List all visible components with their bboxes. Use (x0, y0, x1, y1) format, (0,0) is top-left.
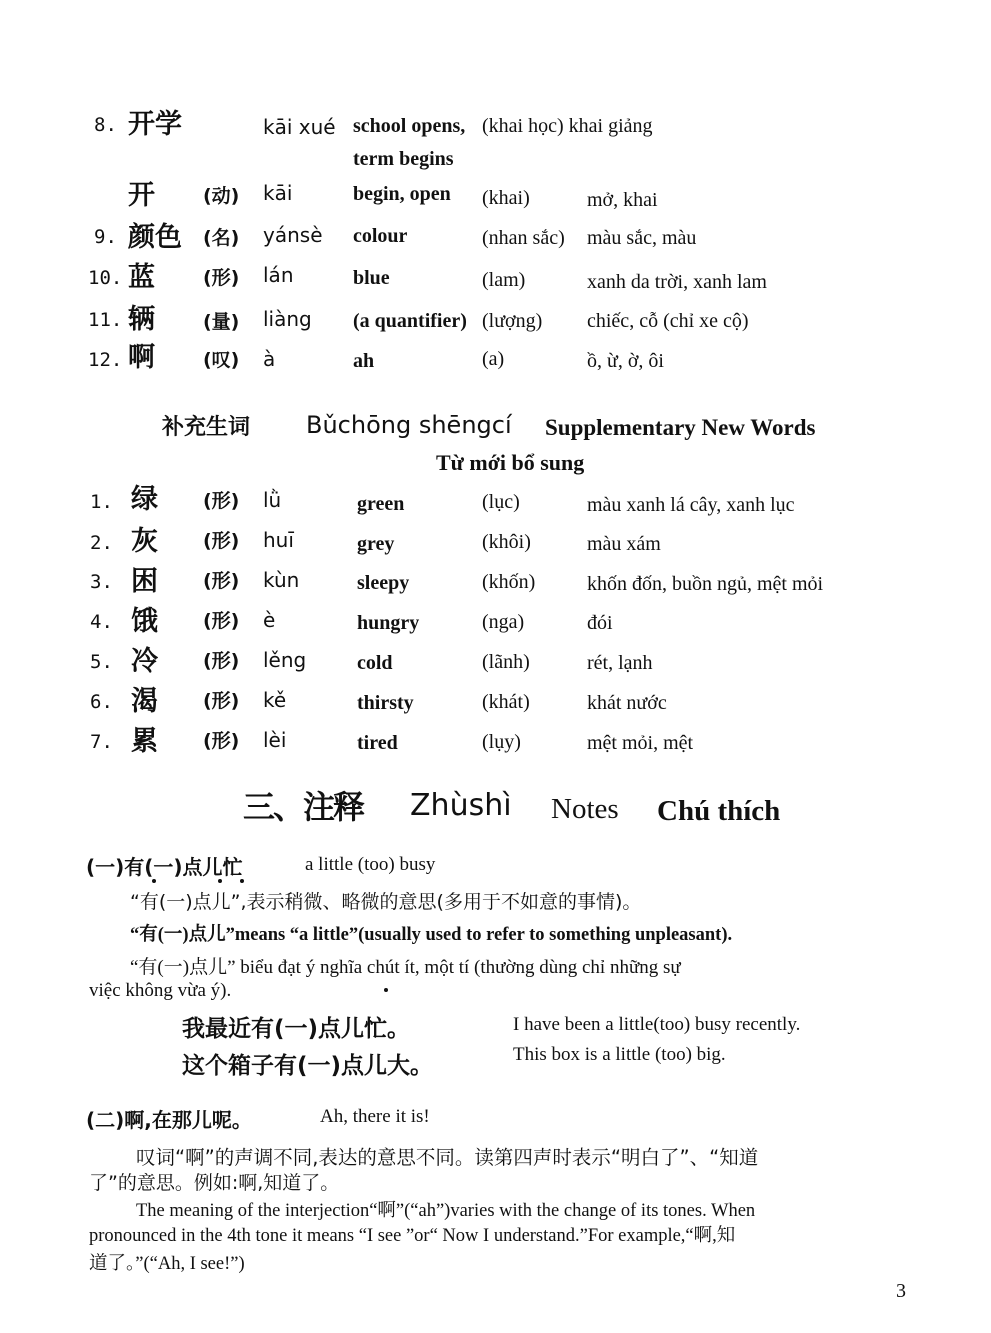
vocab-number: 11. (88, 309, 123, 331)
vocab-row-11 (0, 299, 991, 335)
vocab-hanzi: 渴 (131, 686, 158, 717)
vocab-pinyin: è (263, 608, 276, 632)
note1-explanation-chinese: “有(一)点儿”,表示稍微、略微的意思(多用于不如意的事情)。 (130, 891, 642, 913)
vocab-hanzi: 开学 (128, 109, 182, 140)
vocab-pos: (名) (203, 227, 240, 249)
vocab-pinyin: kě (263, 688, 287, 712)
vocab-english: school opens, (353, 115, 466, 137)
supplementary-row-4 (0, 603, 991, 639)
note2-title-english: Ah, there it is! (320, 1106, 430, 1127)
supplementary-row-6 (0, 683, 991, 719)
vocab-number: 7. (90, 731, 113, 753)
note1-example1-chinese: 我最近有(一)点儿忙。 (182, 1016, 411, 1042)
note2-title-chinese: (二)啊,在那儿呢。 (86, 1108, 252, 1132)
vocab-pos: (形) (203, 650, 240, 672)
vocab-number: 5. (90, 651, 113, 673)
vocab-vietnamese: chiếc, cỗ (chỉ xe cộ) (587, 310, 749, 332)
vocab-pos: (叹) (203, 349, 240, 371)
vocab-number: 1. (90, 491, 113, 513)
vocab-hanzi: 啊 (128, 342, 155, 373)
vocab-pos: (形) (203, 530, 240, 552)
vocab-vietnamese: màu xanh lá cây, xanh lục (587, 494, 795, 516)
supplementary-row-2 (0, 523, 991, 559)
note1-example2-english: This box is a little (too) big. (513, 1044, 726, 1065)
vocab-pos: (动) (203, 185, 240, 207)
vocab-pinyin: lěng (263, 648, 307, 672)
vocab-pinyin: lǜ (263, 488, 282, 512)
vocab-hanviet: (lãnh) (482, 651, 530, 673)
vocab-vietnamese: đói (587, 612, 613, 634)
vocab-english: tired (357, 732, 398, 754)
vocab-number: 8. (94, 114, 117, 136)
vocab-hanviet: (khôi) (482, 531, 531, 553)
vocab-vietnamese: mở, khai (587, 189, 658, 211)
vocab-english: sleepy (357, 572, 410, 594)
vocab-hanviet: (khốn) (482, 571, 536, 593)
vocab-number: 4. (90, 611, 113, 633)
vocab-english: ah (353, 350, 375, 372)
note1-title-english: a little (too) busy (305, 854, 436, 875)
note1-explanation-english: “有(一)点儿”means “a little”(usually used to refer to something unpleasant). (130, 925, 733, 945)
vocab-number: 12. (88, 349, 123, 371)
vocab-pinyin: huī (263, 528, 294, 552)
vocab-hanviet: (khai học) khai giảng (482, 115, 653, 137)
vocab-english: thirsty (357, 692, 414, 714)
vocab-english: begin, open (353, 183, 451, 205)
vocab-hanviet: (a) (482, 348, 505, 370)
note2-explanation-english-line2: pronounced in the 4th tone it means “I see ”or“ Now I understand.”For example,“啊,知 (89, 1226, 736, 1246)
vocab-vietnamese: khốn đốn, buồn ngủ, mệt mỏi (587, 573, 824, 595)
vocab-hanzi: 颜色 (128, 222, 182, 253)
vocab-pos: (形) (203, 570, 240, 592)
vocab-english: cold (357, 652, 393, 674)
vocab-hanviet: (khát) (482, 691, 530, 713)
vocab-pos: (量) (203, 311, 240, 333)
vocab-hanzi: 困 (131, 566, 158, 597)
notes-section-vietnamese: Chú thích (657, 795, 781, 827)
vocab-pinyin: kāi (263, 181, 293, 205)
supplementary-title-vietnamese: Từ mới bổ sung (436, 450, 585, 475)
vocab-english: blue (353, 267, 390, 289)
vocab-number: 10. (88, 267, 123, 289)
vocab-english-continued: term begins (353, 148, 454, 170)
emphasis-dot (240, 879, 244, 883)
vocab-row-kai (0, 175, 991, 211)
vocab-english: grey (357, 533, 395, 555)
vocab-english: hungry (357, 612, 420, 634)
vocab-vietnamese: mệt mỏi, mệt (587, 732, 694, 754)
vocab-row-8 (0, 106, 991, 142)
vocab-number: 9. (94, 226, 117, 248)
vocab-vietnamese: màu xám (587, 533, 661, 555)
note2-explanation-english-line1: The meaning of the interjection“啊”(“ah”)varies with the change of its tones. When (136, 1201, 756, 1221)
vocab-vietnamese: ồ, ừ, ờ, ôi (587, 350, 664, 372)
vocab-hanzi: 绿 (131, 484, 158, 515)
vocab-pos: (形) (203, 730, 240, 752)
vocab-hanzi: 蓝 (128, 262, 155, 293)
notes-section-english: Notes (551, 793, 619, 825)
supplementary-row-5 (0, 643, 991, 679)
vocab-pos: (形) (203, 267, 240, 289)
vocab-pinyin: à (263, 347, 276, 371)
note1-example1-english: I have been a little(too) busy recently. (513, 1014, 801, 1035)
note1-explanation-vietnamese-line2: việc không vừa ý). (89, 980, 232, 1001)
vocab-pos: (形) (203, 690, 240, 712)
vocab-vietnamese: khát nước (587, 692, 667, 714)
supplementary-row-3 (0, 563, 991, 599)
vocab-hanviet: (khai) (482, 187, 530, 209)
vocab-hanzi: 灰 (131, 526, 158, 557)
note2-explanation-english-line3: 道了。”(“Ah, I see!”) (89, 1254, 245, 1274)
emphasis-dot (152, 879, 156, 883)
vocab-number: 3. (90, 571, 113, 593)
vocab-number: 2. (90, 532, 113, 554)
vocab-hanviet: (lượng) (482, 310, 543, 332)
supplementary-title-english: Supplementary New Words (545, 415, 816, 440)
vocab-hanviet: (lục) (482, 491, 520, 513)
vocab-number: 6. (90, 691, 113, 713)
vocab-hanzi: 冷 (131, 646, 158, 677)
notes-section-chinese: 三、注释 (243, 788, 364, 826)
vocab-hanviet: (lam) (482, 269, 526, 291)
supplementary-title-pinyin: Bǔchōng shēngcí (306, 411, 512, 439)
notes-section-pinyin: Zhùshì (410, 788, 512, 823)
vocab-row-9 (0, 217, 991, 253)
vocab-hanzi: 开 (128, 180, 155, 211)
vocab-hanzi: 辆 (128, 304, 155, 335)
vocab-pinyin: kùn (263, 568, 300, 592)
vocab-english: (a quantifier) (353, 310, 467, 332)
vocab-vietnamese: rét, lạnh (587, 652, 653, 674)
note2-explanation-chinese-line2: 了”的意思。例如:啊,知道了。 (89, 1172, 340, 1194)
vocab-vietnamese: màu sắc, màu (587, 227, 697, 249)
vocab-pinyin: kāi xué (263, 115, 336, 139)
vocab-pinyin: liàng (263, 307, 312, 331)
vocab-english: colour (353, 225, 408, 247)
vocab-pos: (形) (203, 610, 240, 632)
vocab-pinyin: yánsè (263, 223, 323, 247)
note1-title-chinese: (一)有(一)点儿忙 (86, 855, 243, 879)
vocab-vietnamese: xanh da trời, xanh lam (587, 271, 767, 293)
vocab-hanviet: (nga) (482, 611, 525, 633)
note1-explanation-vietnamese-line1: “有(一)点儿” biểu đạt ý nghĩa chút ít, một tí (thường dùng chỉ những sự (130, 957, 681, 978)
vocab-english: green (357, 493, 405, 515)
stray-mark (384, 988, 388, 992)
vocab-row-12 (0, 339, 991, 375)
vocab-hanzi: 累 (131, 726, 158, 757)
note2-explanation-chinese-line1: 叹词“啊”的声调不同,表达的意思不同。读第四声时表示“明白了”、“知道 (136, 1146, 759, 1169)
vocab-hanviet: (lụy) (482, 731, 521, 753)
note1-example2-chinese: 这个箱子有(一)点儿大。 (182, 1053, 434, 1079)
vocab-hanviet: (nhan sắc) (482, 227, 565, 249)
vocab-hanzi: 饿 (131, 606, 158, 637)
supplementary-title-chinese: 补充生词 (162, 415, 251, 440)
page-number: 3 (896, 1280, 906, 1302)
supplementary-row-1 (0, 483, 991, 519)
emphasis-dot (218, 879, 222, 883)
supplementary-row-7 (0, 723, 991, 759)
vocab-pinyin: lán (263, 263, 294, 287)
vocab-pinyin: lèi (263, 728, 287, 752)
vocab-pos: (形) (203, 490, 240, 512)
vocab-row-10 (0, 257, 991, 293)
